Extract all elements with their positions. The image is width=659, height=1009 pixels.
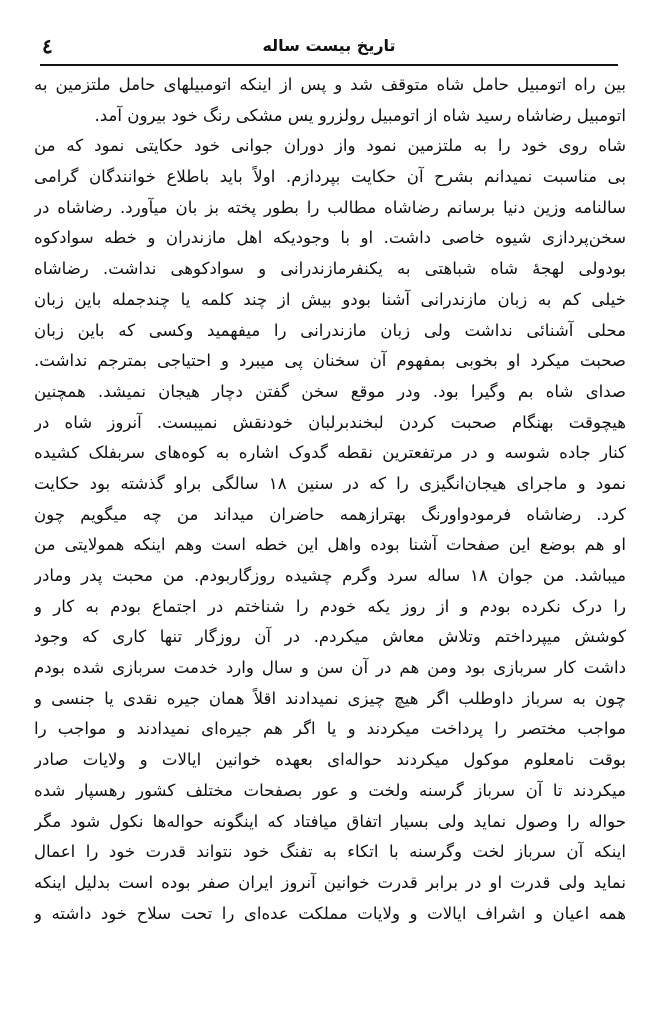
text-line: میکردند تا آن سرباز گرسنه ولخت و عور بصفحات مختلف کشور رهسپار شده	[34, 780, 626, 800]
text-line: را درک نکرده بودم و از روز یکه خودم را شناختم در اجتماع بودم به کار و	[34, 596, 626, 616]
body-text	[34, 70, 626, 929]
text-line: او هم بوضع این صفحات آشنا بوده واهل این خطه است وهم اینکه همولایتی من	[34, 535, 626, 555]
running-title: تاریخ بیست ساله	[262, 36, 396, 55]
text-line: چون به سرباز داوطلب اگر هیچ چیزی نمیدادند اقلاً همان جیره نقدی یا جنسی و	[34, 688, 626, 708]
text-line: هیچوقت بهنگام صحبت کردن لبخندبرلبان خودنقش نمیبست. آنروز شاه در	[34, 412, 626, 432]
text-line: سالنامه وزین دنیا برسانم رضاشاه مطالب را بطور پخته بز بان میآورد. رضاشاه در	[34, 197, 626, 217]
header-rule	[40, 64, 618, 66]
text-line: داشت کار سربازی بود ومن هم در آن سن و سال وارد خدمت سربازی شده بودم	[34, 658, 626, 678]
text-line: همه اعیان و اشراف ایالات و ولایات مملکت عده‌ای را تحت سلاح خود داشته و	[34, 903, 626, 923]
text-line: صدای شاه بم وگیرا بود. ودر موقع سخن گفتن دچار هیجان نمیشد. همچنین	[34, 381, 626, 401]
text-line: اینکه آن سرباز لخت وگرسنه با اتکاء به تفنگ خود نتواند قدرت خود را اعمال	[34, 842, 626, 862]
text-line: سخن‌پردازی شیوه خاصی داشت. او با وجودیکه اهل مازندران و خطه سوادکوه	[34, 228, 626, 248]
text-line: مواجب مختصر را پرداخت میکردند و یا اگر هم جیره‌ای نمیدادند و مواجب را	[34, 719, 626, 739]
text-line: کوشش میپرداختم وتلاش معاش میکردم. در آن روزگار تنها کاری که وجود	[34, 627, 626, 647]
text-line: میباشد. من جوان ۱۸ ساله سرد وگرم چشیده روزگاربودم. من محبت پدر ومادر	[34, 566, 626, 585]
text-line: نمود و ماجرای هیجان‌انگیزی را که در سنین ۱۸ سالگی براو گذشته بود حکایت	[34, 473, 626, 493]
text-line: بوقت نامعلوم موکول میکردند حواله‌ای بعهده خوانین ایالات و ولایات صادر	[34, 750, 626, 770]
text-line: صحبت میکرد او بخوبی بمفهوم آن سخنان پی میبرد و احتیاجی بمترجم نداشت.	[34, 351, 626, 371]
text-line: کنار جاده شوسه و در مرتفعترین نقطه گدوک اشاره به کوه‌های سربفلک کشیده	[34, 443, 626, 463]
page-header	[40, 20, 618, 64]
text-line: کرد. رضاشاه فرمودواورنگ بهترازهمه حاضران میداند من چه میگویم چون	[34, 504, 626, 524]
text-line: اتومبیل رضاشاه رسید شاه از اتومبیل رولزرو یس مشکی رنگ خود بیرون آمد.	[94, 105, 626, 125]
text-line: بی مناسبت نمیدانم بشرح آن حکایت بپردازم. اولاً باید باطلاع خوانندگان گرامی	[34, 167, 626, 187]
text-line: نماید ولی قدرت او در برابر قدرت خوانین آنروز ایران صفر بوده است بدلیل اینکه	[34, 872, 626, 892]
page-number: ٤	[42, 34, 53, 58]
text-line: خیلی کم به زبان مازندرانی آشنا بودو بیش از چند کلمه یا چندجمله باین زبان	[34, 289, 626, 309]
text-line: بین راه اتومبیل حامل شاه متوقف شد و پس از اینکه اتومبیلهای حامل ملتزمین به	[34, 75, 626, 94]
text-line: شاه روی خود را به ملتزمین نمود واز دوران جوانی خود حکایتی نمود که من	[34, 136, 626, 156]
text-line: بودولی لهجهٔ شاه شباهتی به یکنفرمازندرانی و سوادکوهی نداشت. رضاشاه	[34, 259, 626, 279]
text-line: حواله را وصول نماید ولی بسیار اتفاق میافتاد که اینگونه حواله‌ها نکول شود مگر	[34, 811, 626, 831]
text-line: محلی آشنائی نداشت ولی زبان مازندرانی را میفهمید وکسی که باین زبان	[34, 320, 626, 340]
